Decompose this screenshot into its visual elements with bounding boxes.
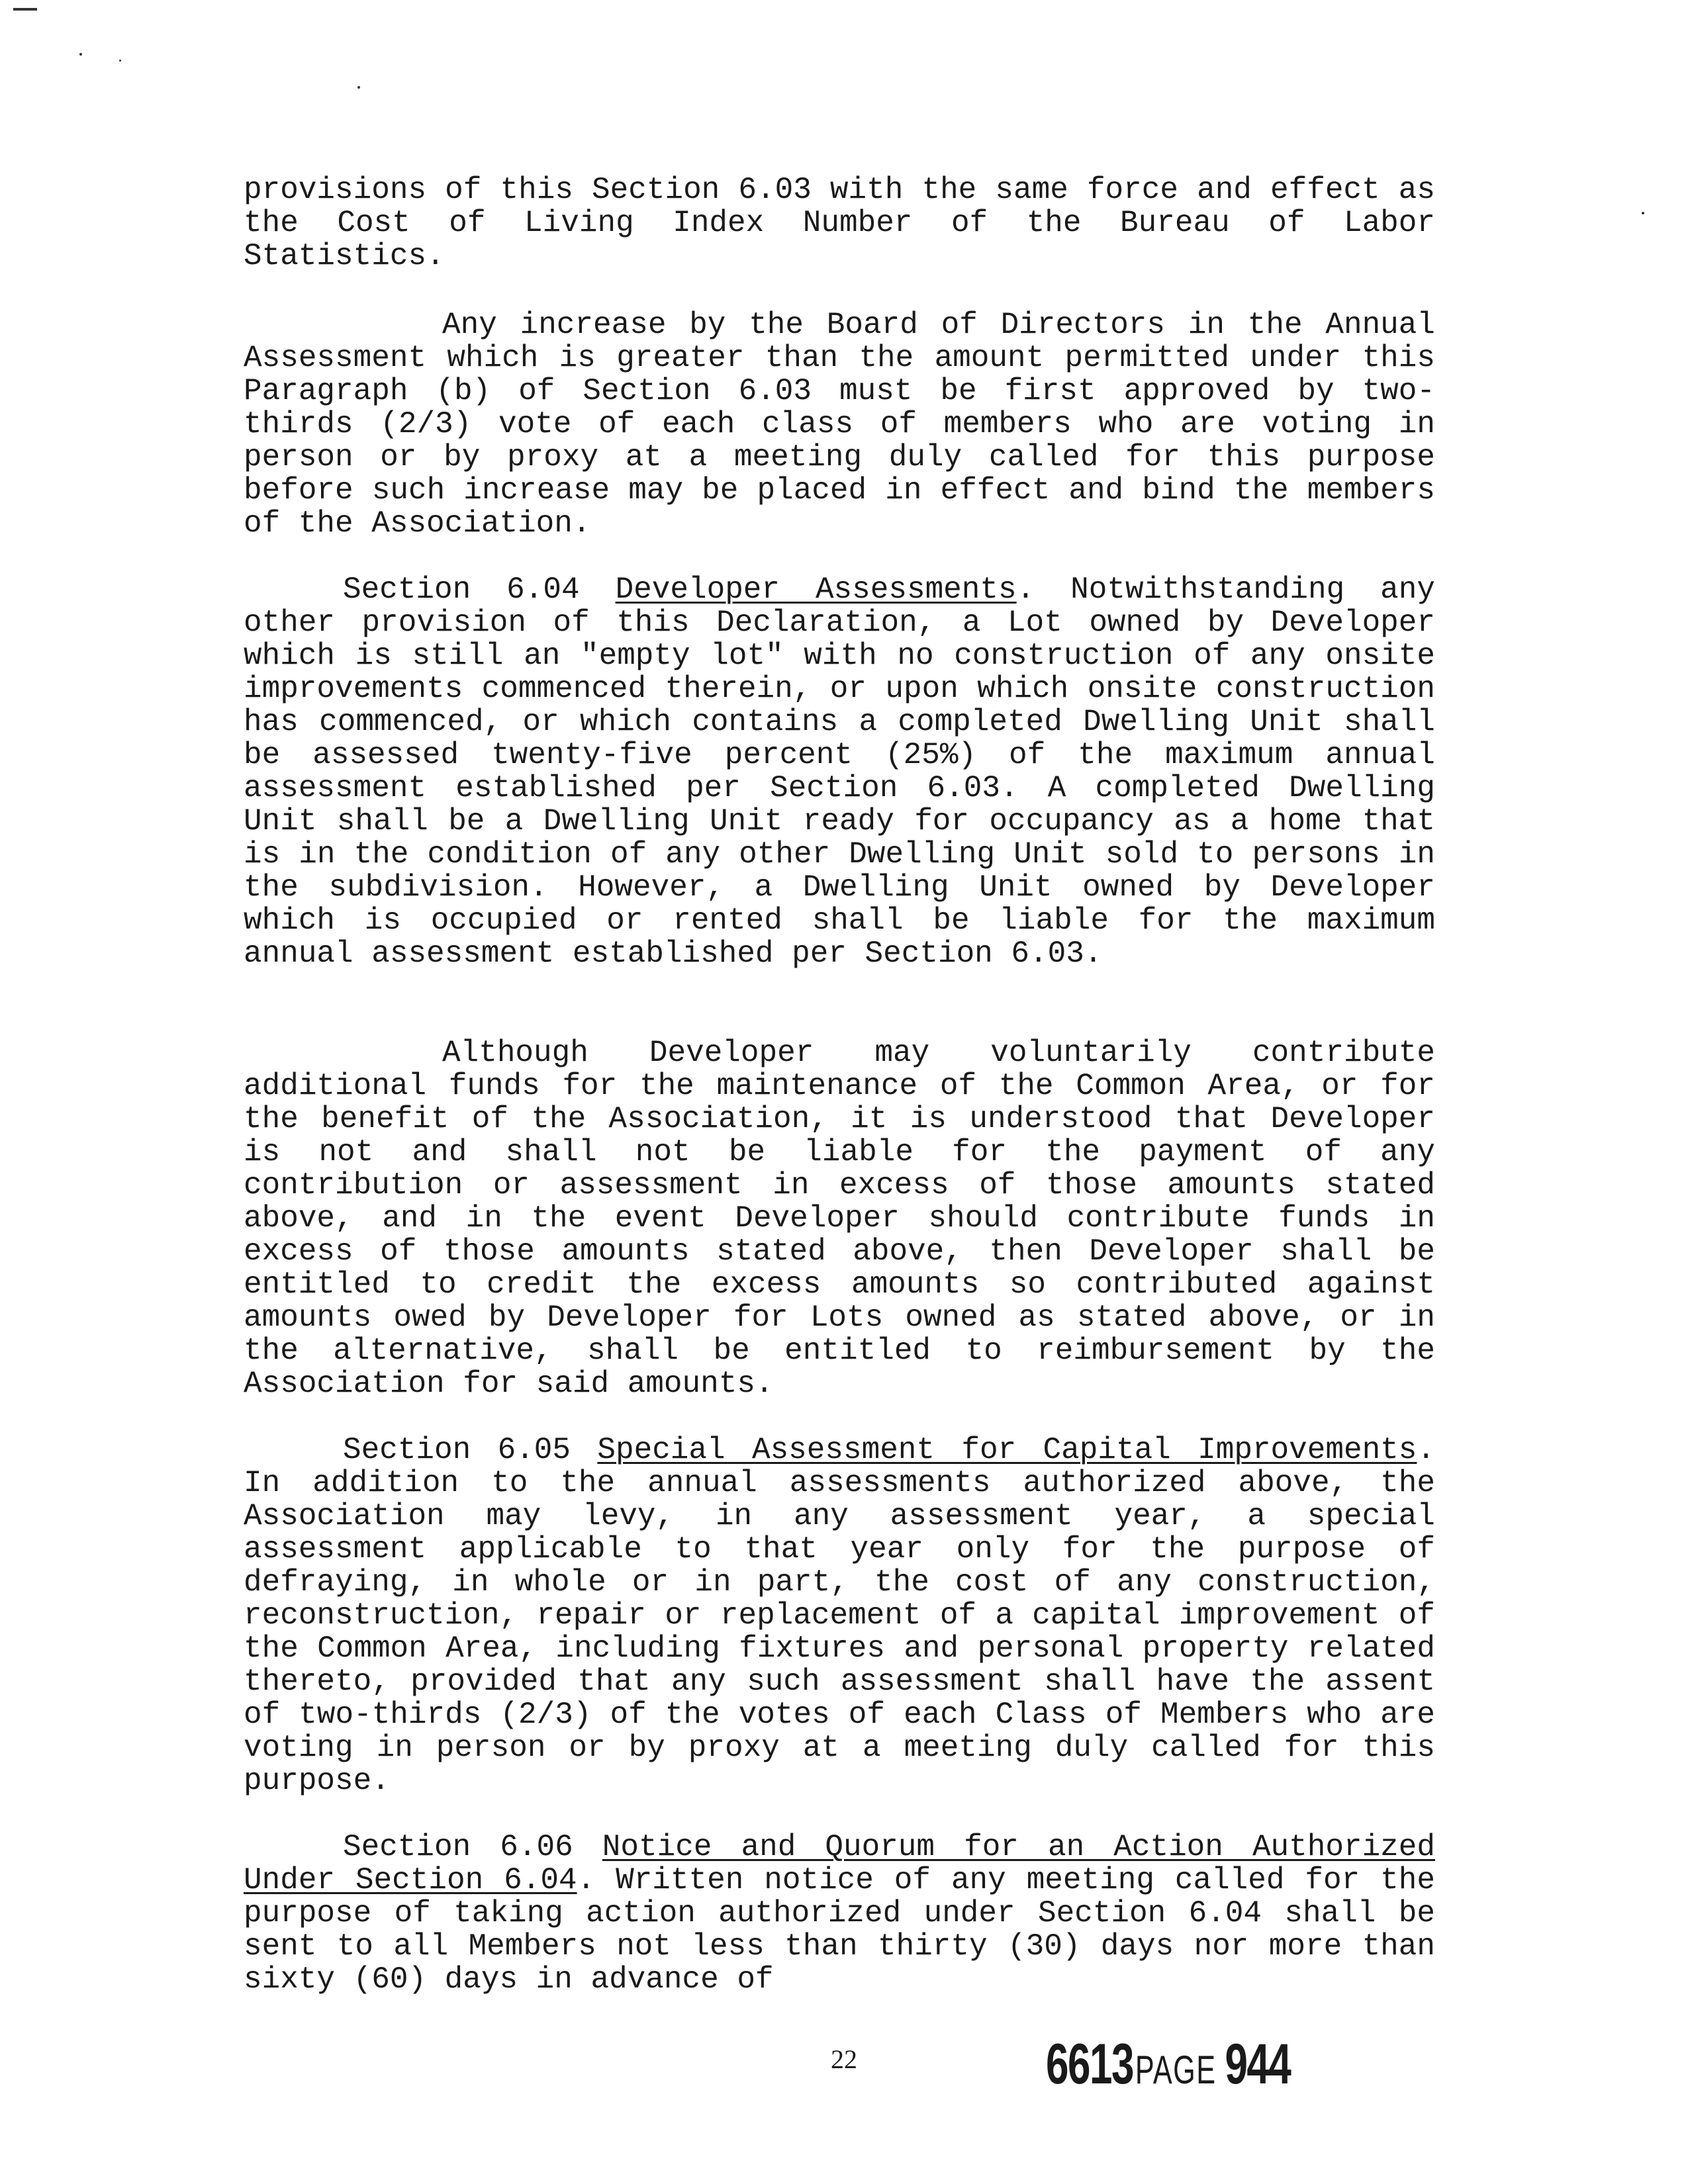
- scan-speck: [357, 86, 360, 89]
- section-lead: Section 6.05: [343, 1433, 598, 1467]
- paragraph-section-6-06: [244, 1831, 1435, 1996]
- section-lead: Section 6.06: [343, 1830, 602, 1864]
- paragraph-increase-approval: Any increase by the Board of Directors in the Annual Assessment which is greater than the amount permitted under this Paragraph (b) of Section 6.03 must be first approved by two-thirds (2/3) vote of each class of members who are voting in person or by proxy at a meeting duly called for this purpose before such increase may be placed in effect and bind the members of the Association.: [244, 308, 1435, 541]
- paragraph-section-6-05: [244, 1433, 1435, 1797]
- page-number: 22: [831, 2044, 857, 2074]
- scan-speck: [1642, 212, 1644, 214]
- section-lead: Section 6.04: [343, 572, 616, 607]
- scan-speck: [119, 60, 121, 62]
- section-body: . In addition to the annual assessments authorized above, the Association may levy, in any assessment year, a special assessment applicable to that year only for the purpose of defraying, in whole or in part, the cost of any construction, reconstruction, repair or replacement of a capital improvement of the Common Area, including fixtures and personal property related thereto, provided that any such assessment shall have the assent of two-thirds (2/3) of the votes of each Class of Members who are voting in person or by proxy at a meeting duly called for this purpose.: [244, 1433, 1435, 1798]
- scan-mark: [13, 8, 37, 11]
- paragraph-section-6-04: [244, 573, 1435, 970]
- paragraph-cost-of-living: provisions of this Section 6.03 with the same force and effect as the Cost of Living Index Number of the Bureau of Labor Statistics.: [244, 173, 1435, 273]
- stamp-label: PAGE: [1135, 2048, 1217, 2092]
- recording-stamp: [1046, 2032, 1290, 2097]
- stamp-page: 944: [1225, 2032, 1291, 2096]
- section-heading-notice-quorum: Notice and Quorum for an Action Authorized Under Section 6.04: [244, 1830, 1435, 1897]
- section-body: . Written notice of any meeting called for the purpose of taking action authorized under Section 6.04 shall be sent to all Members not less than thirty (30) days nor more than sixty (60) days in advance of: [244, 1863, 1435, 1997]
- section-heading-special-assessment: Special Assessment for Capital Improvements: [597, 1433, 1417, 1467]
- stamp-book: 6613: [1046, 2032, 1133, 2096]
- section-body: . Notwithstanding any other provision of this Declaration, a Lot owned by Developer which is still an "empty lot" with no construction of any onsite improvements commenced therein, or upon which onsite construction has commenced, or which contains a completed Dwelling Unit shall be assessed twenty-five percent (25%) of the maximum annual assessment established per Section 6.03. A completed Dwelling Unit shall be a Dwelling Unit ready for occupancy as a home that is in the condition of any other Dwelling Unit sold to persons in the subdivision. However, a Dwelling Unit owned by Developer which is occupied or rented shall be liable for the maximum annual assessment established per Section 6.03.: [244, 572, 1435, 971]
- section-heading-developer-assessments: Developer Assessments: [615, 572, 1017, 607]
- paragraph-developer-contribution: Although Developer may voluntarily contribute additional funds for the maintenance of the Common Area, or for the benefit of the Association, it is understood that Developer is not and shall not be liable for the payment of any contribution or assessment in excess of those amounts stated above, and in the event Developer should contribute funds in excess of those amounts stated above, then Developer shall be entitled to credit the excess amounts so contributed against amounts owed by Developer for Lots owned as stated above, or in the alternative, shall be entitled to reimbursement by the Association for said amounts.: [244, 1036, 1435, 1401]
- scan-speck: [79, 53, 82, 56]
